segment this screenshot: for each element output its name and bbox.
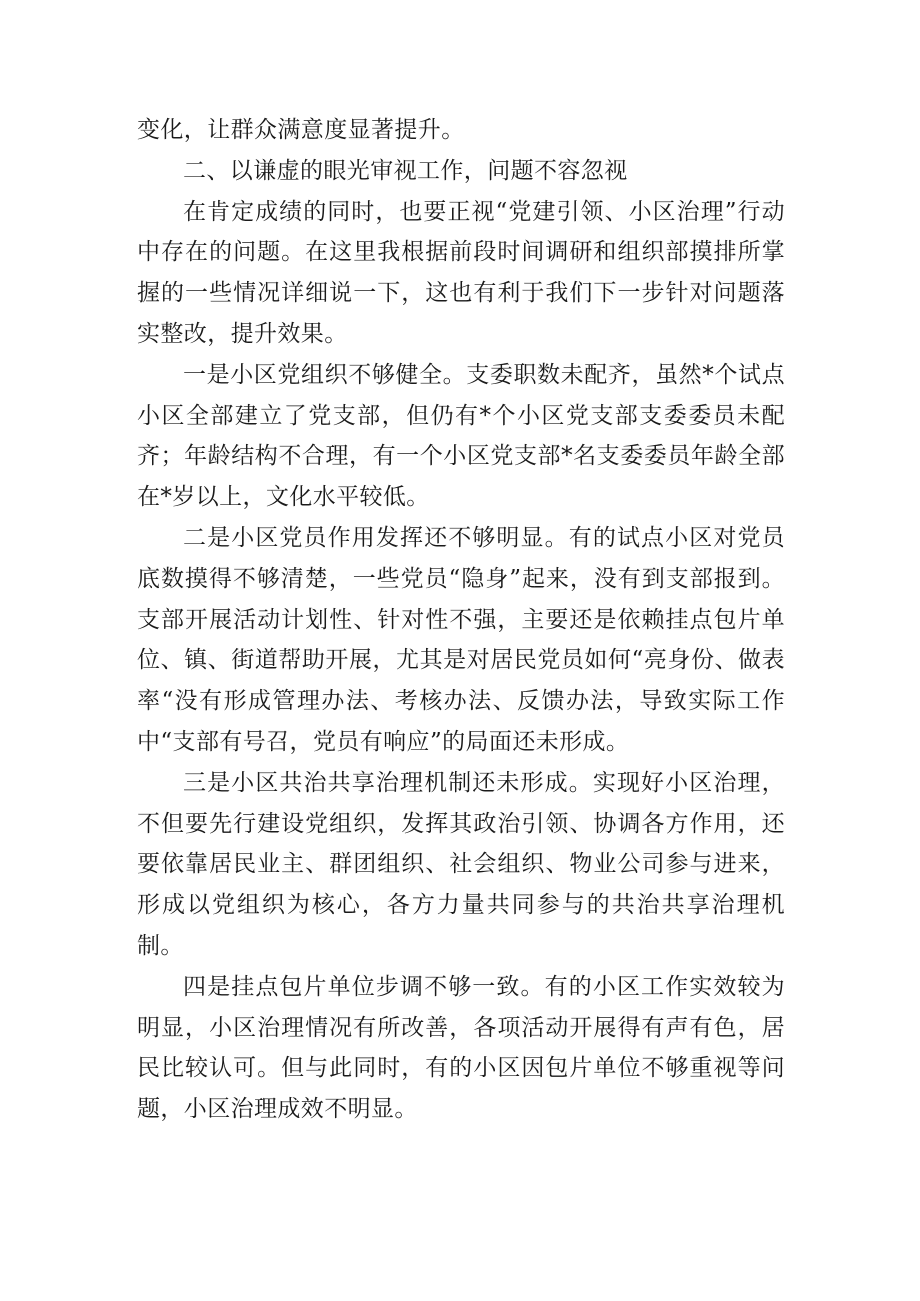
paragraph-point-four: 四是挂点包片单位步调不够一致。有的小区工作实效较为明显，小区治理情况有所改善，各项活动开展得有声有色，居民比较认可。但与此同时，有的小区因包片单位不够重视等问题，小区治理成效不明显。 bbox=[137, 973, 785, 1123]
document-body bbox=[137, 110, 785, 1130]
section-heading: 二、以谦虚的眼光审视工作，问题不容忽视 bbox=[183, 157, 628, 184]
paragraph-point-three: 三是小区共治共享治理机制还未形成。实现好小区治理，不但要先行建设党组织，发挥其政治引领、协调各方作用，还要依靠居民业主、群团组织、社会组织、物业公司参与进来，形成以党组织为核心，各方力量共同参与的共治共享治理机制。 bbox=[137, 769, 785, 959]
paragraph-point-two: 二是小区党员作用发挥还不够明显。有的试点小区对党员底数摸得不够清楚，一些党员“隐身”起来，没有到支部报到。支部开展活动计划性、针对性不强，主要还是依赖挂点包片单位、镇、街道帮助开展，尤其是对居民党员如何“亮身份、做表率“没有形成管理办法、考核办法、反馈办法，导致实际工作中“支部有号召，党员有响应”的局面还未形成。 bbox=[137, 524, 785, 755]
paragraph-continuation: 变化，让群众满意度显著提升。 bbox=[137, 117, 465, 143]
paragraph-point-one: 一是小区党组织不够健全。支委职数未配齐，虽然*个试点小区全部建立了党支部，但仍有*个小区党支部支委委员未配齐；年龄结构不合理，有一个小区党支部*名支委委员年龄全部在*岁以上，文化水平较低。 bbox=[137, 361, 785, 511]
paragraph-intro: 在肯定成绩的同时，也要正视“党建引领、小区治理”行动中存在的问题。在这里我根据前段时间调研和组织部摸排所掌握的一些情况详细说一下，这也有利于我们下一步针对问题落实整改，提升效果。 bbox=[137, 198, 785, 347]
